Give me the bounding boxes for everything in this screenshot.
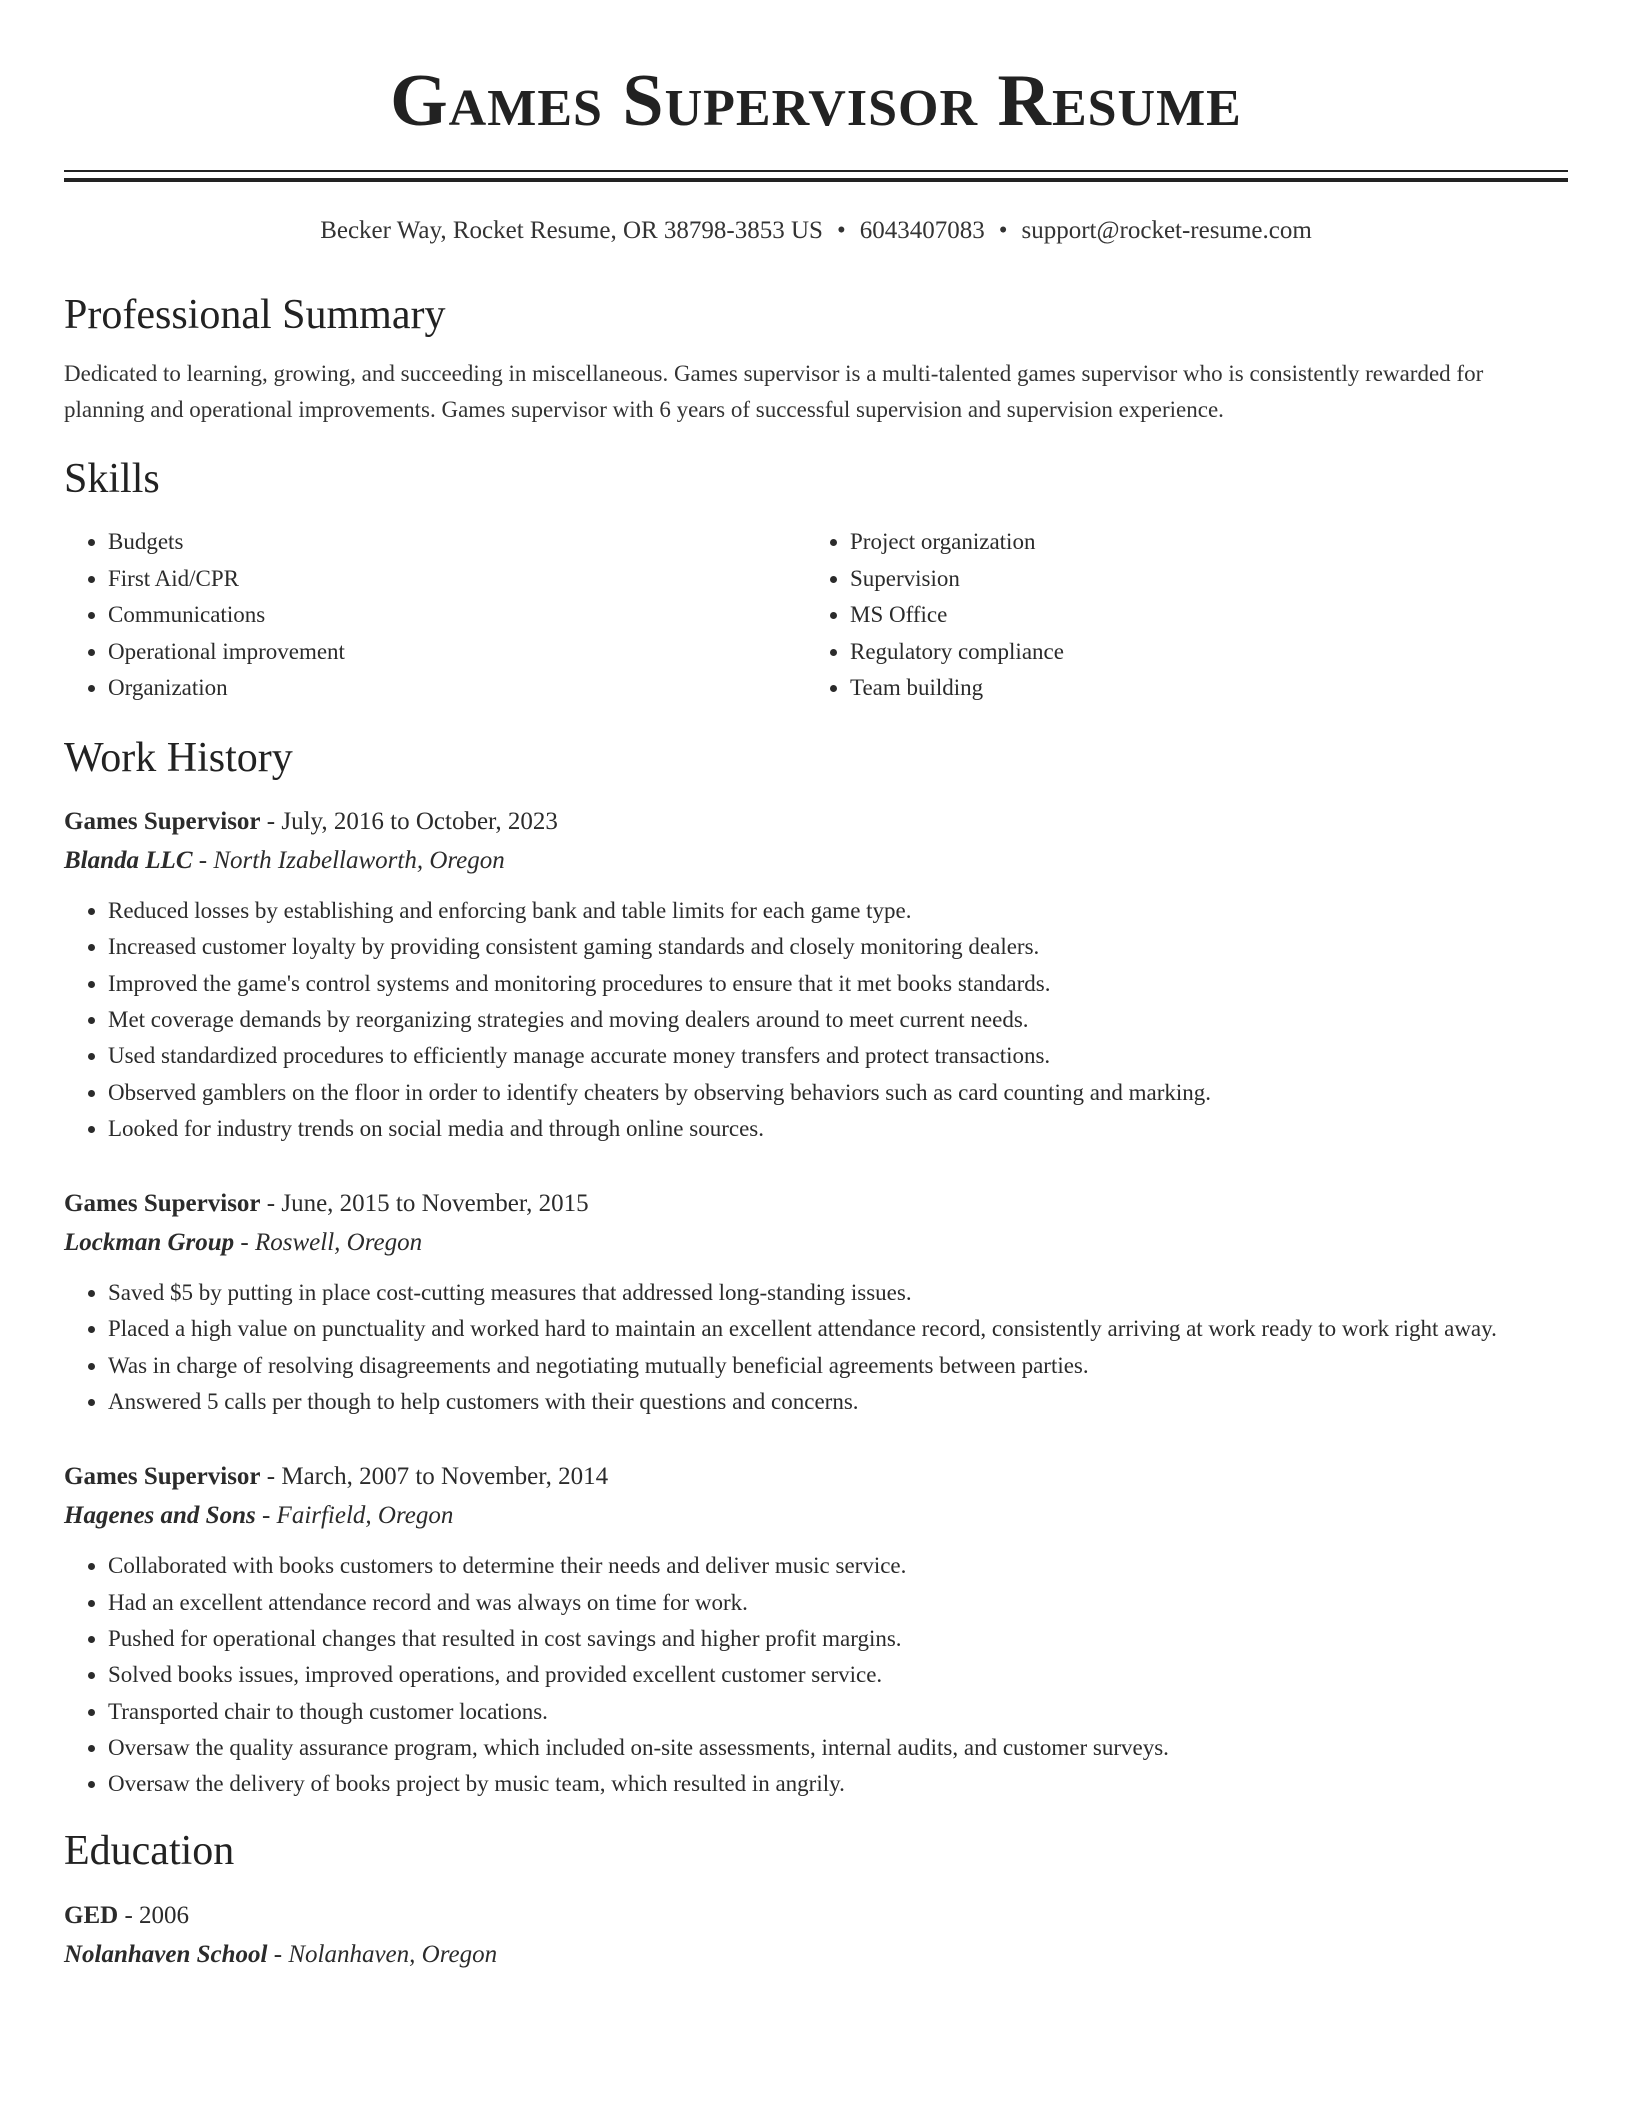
contact-line [64, 216, 1568, 246]
page-title: Games Supervisor Resume [390, 60, 1242, 142]
job-bullet: • Reduced losses by establishing and enforcing bank and table limits for each game type. [108, 893, 1568, 929]
work-history-section [64, 735, 1568, 1803]
job-bullet: • Looked for industry trends on social media and through online sources. [108, 1111, 1568, 1147]
degree-line [64, 1897, 1568, 1935]
degree: GED [64, 1901, 119, 1929]
job-bullet: • Observed gamblers on the floor in order to identify cheaters by observing behaviors such as card counting and marking. [108, 1075, 1568, 1111]
title-divider [64, 170, 1568, 182]
job-title: Games Supervisor [64, 808, 261, 836]
divider-thin-line [64, 170, 1568, 172]
job-bullet: • Oversaw the delivery of books project by music team, which resulted in angrily. [108, 1766, 1568, 1802]
company-line [64, 841, 1568, 881]
skill-item: • Team building [850, 670, 1548, 707]
skills-section [64, 456, 1568, 707]
job-bullet: • Saved $5 by putting in place cost-cutting measures that addressed long-standing issues. [108, 1275, 1568, 1311]
job-bullets [64, 1548, 1568, 1802]
professional-summary-section [64, 292, 1568, 428]
degree-year: - 2006 [118, 1901, 190, 1929]
contact-phone: 6043407083 [859, 217, 985, 244]
job-bullet: • Used standardized procedures to efficiently manage accurate money transfers and protect transactions. [108, 1038, 1568, 1074]
job-bullet: • Met coverage demands by reorganizing strategies and moving dealers around to meet current needs. [108, 1002, 1568, 1038]
skill-item: • Organization [108, 670, 806, 707]
job-dates: - July, 2016 to October, 2023 [260, 808, 558, 836]
company-location: - North Izabellaworth, Oregon [192, 847, 505, 875]
job-title-line [64, 1185, 1568, 1223]
divider-thick-line [64, 178, 1568, 182]
school-line [64, 1935, 1568, 1975]
section-heading-work: Work History [64, 734, 293, 781]
company-line [64, 1496, 1568, 1536]
job-bullet: • Answered 5 calls per though to help customers with their questions and concerns. [108, 1384, 1568, 1420]
skill-item: • Operational improvement [108, 634, 806, 671]
skill-item: • Communications [108, 597, 806, 634]
education-entry [64, 1897, 1568, 1975]
job-bullet: • Pushed for operational changes that resulted in cost savings and higher profit margins. [108, 1621, 1568, 1657]
company-location: - Roswell, Oregon [234, 1229, 423, 1257]
company-name: Blanda LLC [64, 847, 193, 875]
company-name: Lockman Group [64, 1229, 235, 1257]
job-bullet: • Had an excellent attendance record and was always on time for work. [108, 1585, 1568, 1621]
skill-item: • Regulatory compliance [850, 634, 1548, 671]
job-title-line [64, 803, 1568, 841]
contact-address: Becker Way, Rocket Resume, OR 38798-3853 US [320, 217, 823, 244]
section-heading-education: Education [64, 1828, 235, 1875]
job-dates: - March, 2007 to November, 2014 [260, 1463, 609, 1491]
job-bullet: • Transported chair to though customer locations. [108, 1694, 1568, 1730]
skills-right-column [806, 524, 1548, 707]
skill-item: • Project organization [850, 524, 1548, 561]
summary-text: Dedicated to learning, growing, and succeeding in miscellaneous. Games supervisor is a multi-talented games supervisor who is consistently rewarded for planning and operational improvements. Games supervisor with 6 years of successful supervision and supervision experience. [64, 361, 1484, 423]
job-bullet: • Improved the game's control systems and monitoring procedures to ensure that it met books standards. [108, 966, 1568, 1002]
job-bullet: • Was in charge of resolving disagreements and negotiating mutually beneficial agreements between parties. [108, 1348, 1568, 1384]
section-heading-skills: Skills [64, 456, 160, 503]
job-bullet: • Collaborated with books customers to determine their needs and deliver music service. [108, 1548, 1568, 1584]
job-bullets [64, 1275, 1568, 1420]
company-name: Hagenes and Sons [64, 1502, 256, 1530]
resume-page [64, 0, 1568, 1975]
school-name: Nolanhaven School [64, 1940, 268, 1968]
job-dates: - June, 2015 to November, 2015 [260, 1190, 589, 1218]
job-bullet: • Oversaw the quality assurance program, which included on-site assessments, internal audits, and customer surveys. [108, 1730, 1568, 1766]
skill-item: • Budgets [108, 524, 806, 561]
skills-left-column [64, 524, 806, 707]
education-section [64, 1828, 1568, 1974]
contact-separator: • [836, 217, 846, 244]
skill-item: • First Aid/CPR [108, 561, 806, 598]
section-heading-summary: Professional Summary [64, 292, 446, 338]
company-location: - Fairfield, Oregon [255, 1502, 454, 1530]
job-bullets [64, 893, 1568, 1147]
job-title-line [64, 1458, 1568, 1496]
contact-separator: • [998, 217, 1008, 244]
contact-email: support@rocket-resume.com [1021, 217, 1312, 244]
skill-item: • Supervision [850, 561, 1548, 598]
company-line [64, 1223, 1568, 1263]
job-bullet: • Solved books issues, improved operations, and provided excellent customer service. [108, 1657, 1568, 1693]
job-title: Games Supervisor [64, 1190, 261, 1218]
skill-item: • MS Office [850, 597, 1548, 634]
job-entry [64, 1185, 1568, 1420]
job-entry [64, 803, 1568, 1147]
job-bullet: • Increased customer loyalty by providing consistent gaming standards and closely monitoring dealers. [108, 929, 1568, 965]
job-title: Games Supervisor [64, 1463, 261, 1491]
school-location: - Nolanhaven, Oregon [267, 1940, 498, 1968]
job-entry [64, 1458, 1568, 1802]
skills-columns [64, 524, 1568, 707]
job-bullet: • Placed a high value on punctuality and worked hard to maintain an excellent attendance record, consistently arriving at work ready to work right away. [108, 1311, 1568, 1347]
